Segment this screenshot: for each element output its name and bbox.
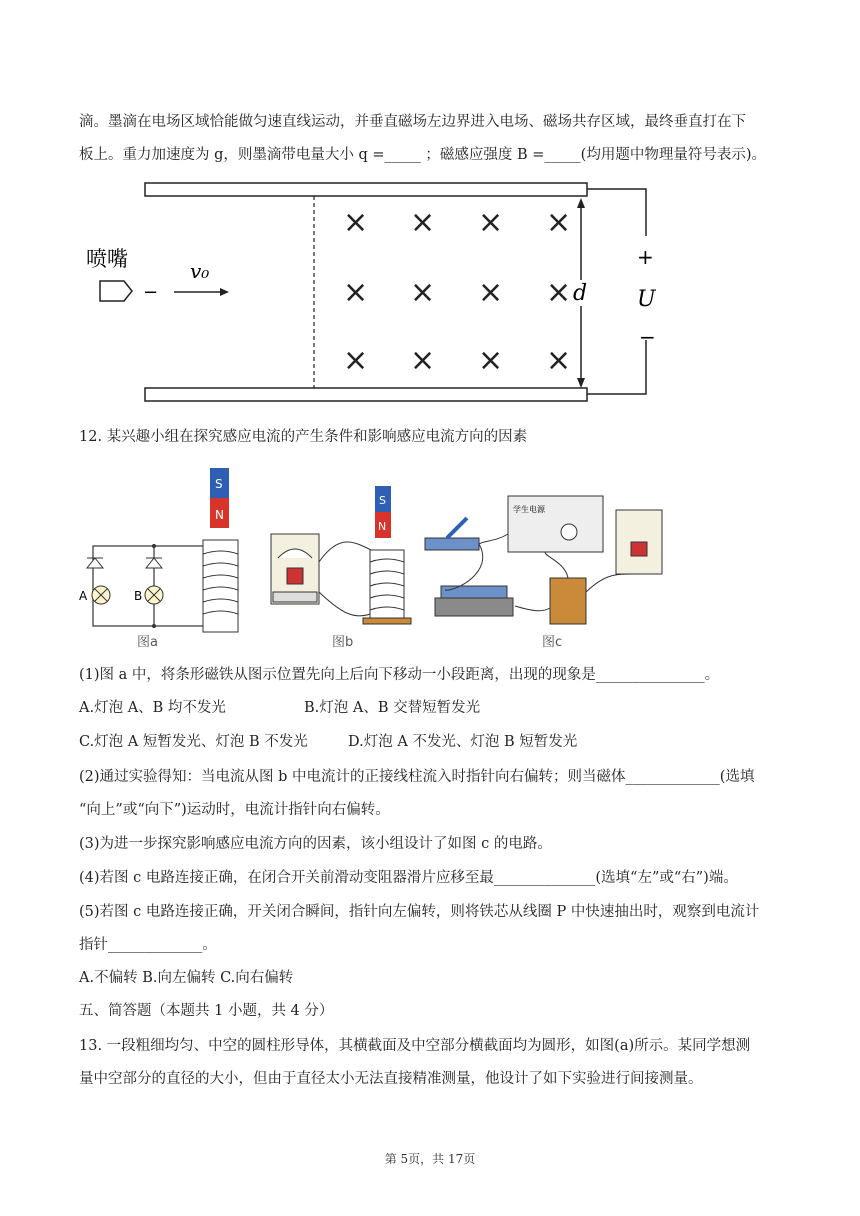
field-cross: × bbox=[546, 343, 572, 378]
text-line: 板上。重力加速度为 g，则墨滴带电量大小 q =_____ ；磁感应强度 B =_____(均用题中物理量符号表示)。 bbox=[79, 147, 766, 163]
distance-label: d bbox=[573, 281, 588, 306]
field-cross: × bbox=[410, 343, 436, 378]
option-b: B.灯泡 A、B 交替短暂发光 bbox=[304, 700, 481, 716]
lower-plate bbox=[145, 388, 587, 401]
svg-text:A: A bbox=[79, 589, 88, 603]
text-line: 量中空部分的直径的大小，但由于直径太小无法直接精准测量，他设计了如下实验进行间接测量。 bbox=[79, 1071, 703, 1087]
field-cross: × bbox=[478, 205, 504, 240]
text-line: (2)通过实验得知：当电流从图 b 中电流计的正接线柱流入时指针向右偏转；则当磁体_____________(选填 bbox=[79, 769, 755, 785]
page-footer: 第 5页，共 17页 bbox=[384, 1152, 476, 1166]
text-line: (4)若图 c 电路连接正确，在闭合开关前滑动变阻器滑片应移至最______________(选填“左”或“右”)端。 bbox=[79, 870, 738, 886]
svg-text:N: N bbox=[378, 520, 387, 533]
plus-sign: + bbox=[637, 245, 654, 269]
svg-text:B: B bbox=[134, 589, 143, 603]
field-cross: × bbox=[343, 343, 369, 378]
caption-c: 图c bbox=[542, 635, 563, 650]
field-cross: × bbox=[478, 343, 504, 378]
text-line: 滴。墨滴在电场区域恰能做匀速直线运动，并垂直磁场左边界进入电场、磁场共存区域，最终垂直打在下 bbox=[79, 114, 746, 130]
text-line: 13. 一段粗细均匀、中空的圆柱形导体，其横截面及中空部分横截面均为圆形，如图(a)所示。某同学想测 bbox=[79, 1038, 751, 1054]
figure-b bbox=[271, 486, 411, 650]
svg-text:S: S bbox=[379, 494, 386, 507]
field-cross: × bbox=[546, 205, 572, 240]
text-line: “向上”或“向下”)运动时，电流计指针向右偏转。 bbox=[79, 802, 390, 818]
circuit-wire bbox=[587, 189, 646, 236]
experiment-figures bbox=[75, 462, 675, 652]
options-line: A.不偏转 B.向左偏转 C.向右偏转 bbox=[79, 970, 294, 986]
option-d: D.灯泡 A 不发光、灯泡 B 短暂发光 bbox=[348, 734, 578, 750]
option-c: C.灯泡 A 短暂发光、灯泡 B 不发光 bbox=[79, 734, 308, 750]
nozzle-icon bbox=[100, 281, 132, 301]
velocity-label: v₀ bbox=[190, 259, 210, 283]
figure-a bbox=[79, 468, 238, 650]
circuit-wire bbox=[587, 340, 646, 394]
field-cross: × bbox=[478, 275, 504, 310]
nozzle-label: 喷嘴 bbox=[86, 247, 128, 271]
section-heading: 五、简答题（本题共 1 小题，共 4 分） bbox=[79, 1003, 334, 1019]
caption-a: 图a bbox=[137, 635, 158, 650]
question-12-title: 12. 某兴趣小组在探究感应电流的产生条件和影响感应电流方向的因素 bbox=[79, 429, 528, 445]
text-line: 指针_____________。 bbox=[79, 937, 217, 953]
field-cross: × bbox=[546, 275, 572, 310]
field-cross: × bbox=[410, 275, 436, 310]
field-cross: × bbox=[343, 205, 369, 240]
svg-text:学生电源: 学生电源 bbox=[513, 505, 545, 514]
minus-sign: − bbox=[639, 325, 656, 349]
upper-plate bbox=[145, 183, 587, 196]
magnetic-field-crosses bbox=[343, 205, 571, 378]
text-line: (1)图 a 中，将条形磁铁从图示位置先向上后向下移动一小段距离，出现的现象是_______________。 bbox=[79, 667, 720, 683]
text-line: (3)为进一步探究影响感应电流方向的因素，该小组设计了如图 c 的电路。 bbox=[79, 836, 552, 852]
nozzle-sign: − bbox=[143, 282, 159, 303]
field-cross: × bbox=[343, 275, 369, 310]
svg-text:N: N bbox=[215, 508, 224, 522]
text-line: (5)若图 c 电路连接正确，开关闭合瞬间，指针向左偏转，则将铁芯从线圈 P 中快速抽出时，观察到电流计 bbox=[79, 904, 760, 920]
voltage-label: U bbox=[637, 287, 656, 312]
caption-b: 图b bbox=[332, 635, 354, 650]
svg-text:S: S bbox=[215, 477, 223, 491]
option-a: A.灯泡 A、B 均不发光 bbox=[79, 700, 226, 716]
figure-c bbox=[425, 496, 662, 650]
field-diagram bbox=[80, 180, 680, 410]
field-cross: × bbox=[410, 205, 436, 240]
